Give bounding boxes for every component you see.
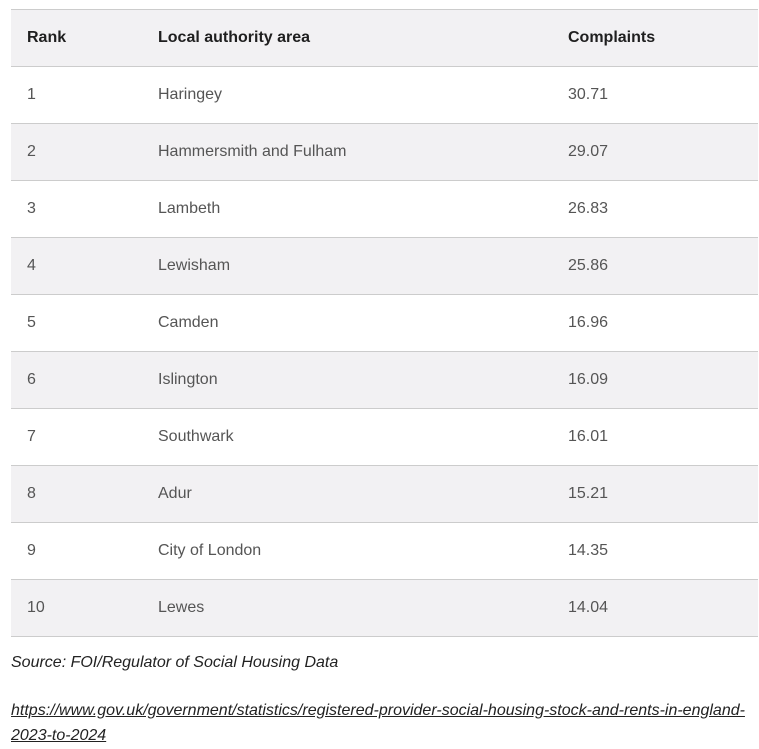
rank-cell: 3 bbox=[11, 181, 158, 238]
area-cell: Camden bbox=[158, 295, 568, 352]
table-row bbox=[11, 523, 758, 580]
table-row bbox=[11, 67, 758, 124]
complaints-cell: 30.71 bbox=[568, 67, 758, 124]
table-row bbox=[11, 238, 758, 295]
table-header bbox=[11, 10, 758, 67]
area-cell: Hammersmith and Fulham bbox=[158, 124, 568, 181]
complaints-table bbox=[11, 9, 758, 637]
complaints-cell: 14.04 bbox=[568, 580, 758, 637]
rank-cell: 5 bbox=[11, 295, 158, 352]
complaints-cell: 29.07 bbox=[568, 124, 758, 181]
table-row bbox=[11, 580, 758, 637]
source-link[interactable]: https://www.gov.uk/government/statistics/registered-provider-social-housing-stock-and-rents-in-england-2023-to-2024 bbox=[11, 702, 745, 744]
area-cell: Southwark bbox=[158, 409, 568, 466]
rank-cell: 7 bbox=[11, 409, 158, 466]
complaints-cell: 15.21 bbox=[568, 466, 758, 523]
table-row bbox=[11, 181, 758, 238]
complaints-cell: 14.35 bbox=[568, 523, 758, 580]
table-row bbox=[11, 352, 758, 409]
area-cell: Lambeth bbox=[158, 181, 568, 238]
table-row bbox=[11, 466, 758, 523]
header-local-authority-area: Local authority area bbox=[158, 10, 568, 67]
rank-cell: 2 bbox=[11, 124, 158, 181]
complaints-cell: 16.96 bbox=[568, 295, 758, 352]
complaints-cell: 16.09 bbox=[568, 352, 758, 409]
rank-cell: 8 bbox=[11, 466, 158, 523]
rank-cell: 1 bbox=[11, 67, 158, 124]
area-cell: Haringey bbox=[158, 67, 568, 124]
rank-cell: 10 bbox=[11, 580, 158, 637]
source-caption: Source: FOI/Regulator of Social Housing Data bbox=[11, 654, 339, 671]
rank-cell: 9 bbox=[11, 523, 158, 580]
table-body bbox=[11, 67, 758, 637]
table-row bbox=[11, 124, 758, 181]
rank-cell: 6 bbox=[11, 352, 158, 409]
table-row bbox=[11, 295, 758, 352]
header-row bbox=[11, 10, 758, 67]
header-complaints: Complaints bbox=[568, 10, 758, 67]
complaints-cell: 26.83 bbox=[568, 181, 758, 238]
area-cell: Lewisham bbox=[158, 238, 568, 295]
complaints-cell: 25.86 bbox=[568, 238, 758, 295]
area-cell: City of London bbox=[158, 523, 568, 580]
header-rank: Rank bbox=[11, 10, 158, 67]
area-cell: Lewes bbox=[158, 580, 568, 637]
rank-cell: 4 bbox=[11, 238, 158, 295]
complaints-cell: 16.01 bbox=[568, 409, 758, 466]
table-row bbox=[11, 409, 758, 466]
area-cell: Adur bbox=[158, 466, 568, 523]
area-cell: Islington bbox=[158, 352, 568, 409]
